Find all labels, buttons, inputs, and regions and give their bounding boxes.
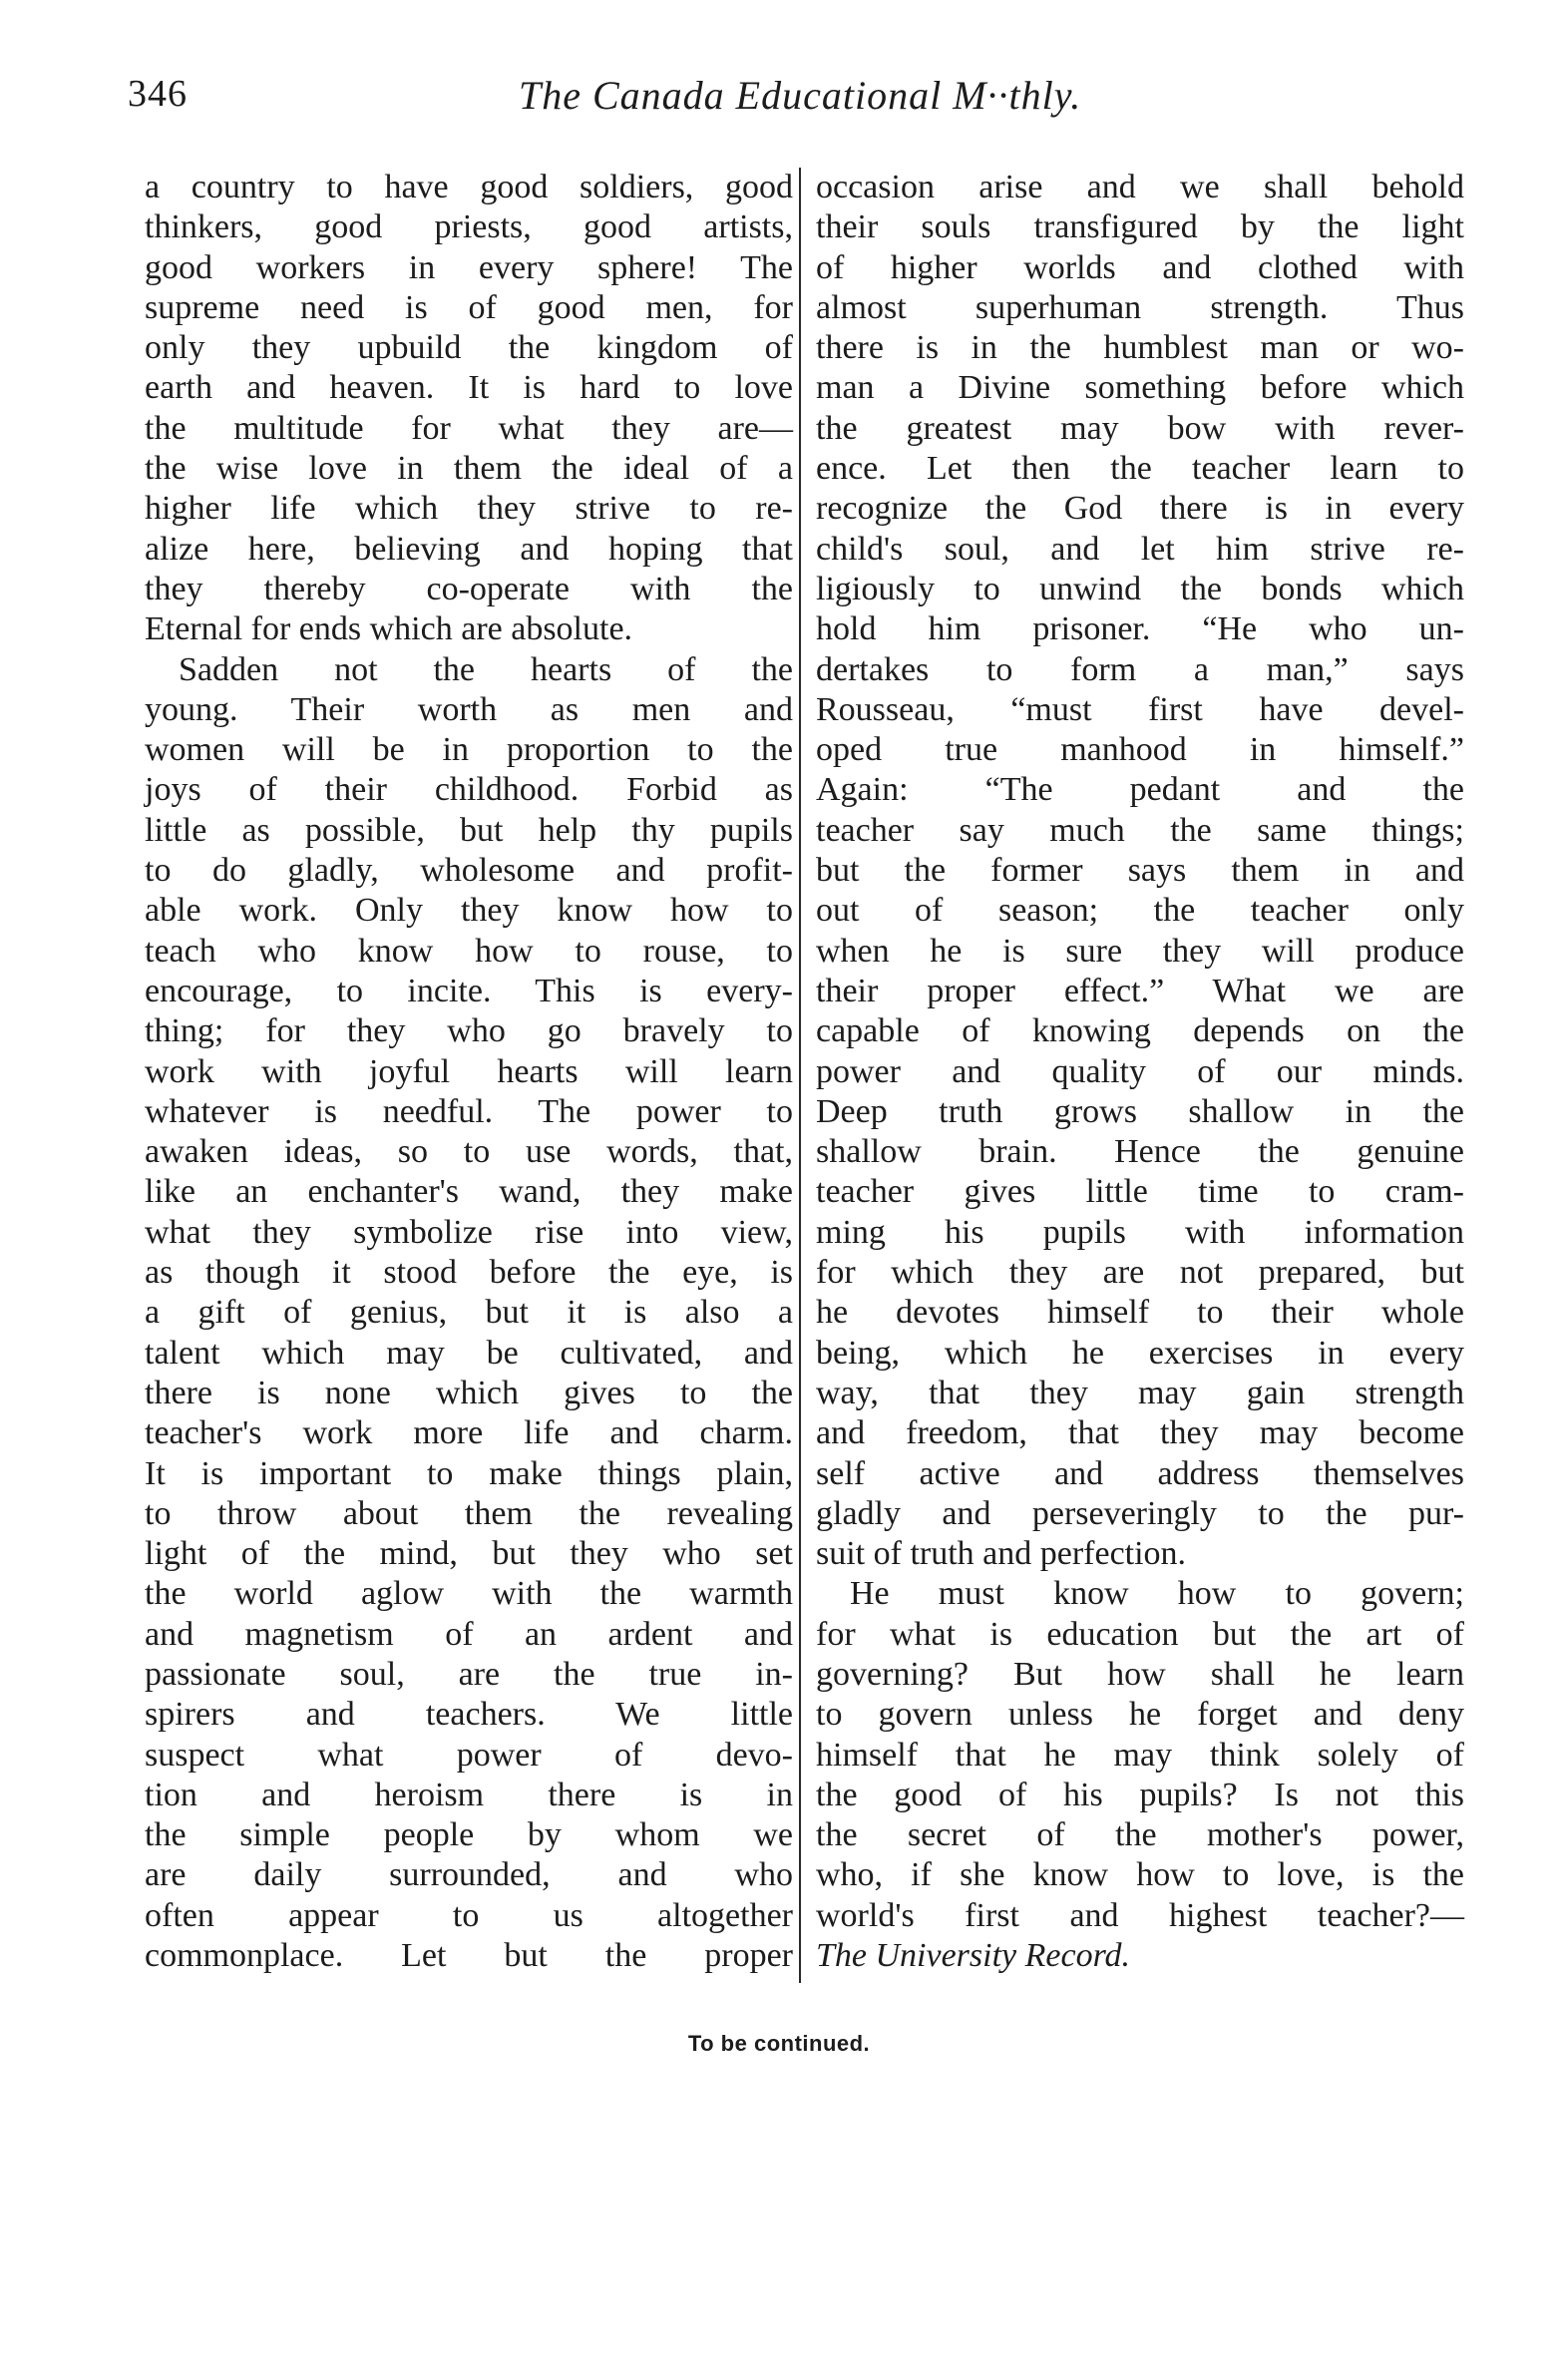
text-line: child's soul, and let him strive re- (816, 530, 1464, 568)
text-line: ligiously to unwind the bonds which (816, 570, 1464, 607)
text-line: being, which he exercises in every (816, 1334, 1464, 1372)
text-line: teach who know how to rouse, to (145, 932, 793, 970)
text-line: ence. Let then the teacher learn to (816, 450, 1464, 488)
text-line: tion and heroism there is in (145, 1776, 793, 1813)
text-line: able work. Only they know how to (145, 892, 793, 930)
text-line: of higher worlds and clothed with (816, 248, 1464, 286)
text-line: good workers in every sphere! The (145, 248, 793, 286)
text-line: capable of knowing depends on the (816, 1012, 1464, 1050)
text-line: what they symbolize rise into view, (145, 1213, 793, 1251)
text-line: the secret of the mother's power, (816, 1816, 1464, 1854)
text-line: to govern unless he forget and deny (816, 1696, 1464, 1734)
text-line: women will be in proportion to the (145, 731, 793, 769)
text-line: spirers and teachers. We little (145, 1696, 793, 1734)
text-line: light of the mind, but they who set (145, 1535, 793, 1573)
text-line: out of season; the teacher only (816, 892, 1464, 930)
text-line: and magnetism of an ardent and (145, 1615, 793, 1653)
text-line: Deep truth grows shallow in the (816, 1092, 1464, 1130)
text-line: governing? But how shall he learn (816, 1655, 1464, 1693)
text-line: the multitude for what they are— (145, 409, 793, 447)
text-line: suit of truth and perfection. (816, 1535, 1187, 1573)
text-line: to do gladly, wholesome and profit- (145, 852, 793, 890)
left-column (145, 168, 793, 1976)
text-line: passionate soul, are the true in- (145, 1655, 793, 1693)
text-line: ming his pupils with information (816, 1213, 1464, 1251)
text-line: thing; for they who go bravely to (145, 1012, 793, 1050)
text-line: thinkers, good priests, good artists, (145, 208, 793, 246)
text-line: gladly and perseveringly to the pur- (816, 1494, 1464, 1532)
text-line: but the former says them in and (816, 852, 1464, 890)
text-line: encourage, to incite. This is every- (145, 972, 793, 1009)
text-line: who, if she know how to love, is the (816, 1856, 1464, 1894)
text-line: when he is sure they will produce (816, 932, 1464, 970)
text-line: often appear to us altogether (145, 1896, 793, 1934)
text-line: the good of his pupils? Is not this (816, 1776, 1464, 1813)
column-divider (799, 168, 801, 1983)
text-line: The University Record. (816, 1937, 1131, 1975)
right-column (816, 168, 1464, 1976)
text-line: work with joyful hearts will learn (145, 1052, 793, 1090)
text-line: awaken ideas, so to use words, that, (145, 1133, 793, 1171)
text-line: are daily surrounded, and who (145, 1856, 793, 1894)
text-line: recognize the God there is in every (816, 490, 1464, 528)
text-line: a gift of genius, but it is also a (145, 1294, 793, 1332)
text-line: the simple people by whom we (145, 1816, 793, 1854)
text-line: little as possible, but help thy pupils (145, 811, 793, 849)
continued-note: To be continued. (687, 2031, 871, 2056)
text-line: the wise love in them the ideal of a (145, 450, 793, 488)
text-line: there is none which gives to the (145, 1374, 793, 1411)
text-line: a country to have good soldiers, good (145, 169, 793, 205)
page-number: 346 (128, 73, 188, 115)
text-line: and freedom, that they may become (816, 1414, 1464, 1452)
text-line: Eternal for ends which are absolute. (145, 610, 633, 648)
text-line: hold him prisoner. “He who un- (816, 610, 1464, 648)
text-line: talent which may be cultivated, and (145, 1334, 793, 1372)
text-line: self active and address themselves (816, 1454, 1464, 1492)
text-line: whatever is needful. The power to (145, 1092, 793, 1130)
text-line: occasion arise and we shall behold (816, 169, 1464, 205)
text-line: oped true manhood in himself.” (816, 731, 1464, 769)
text-line: It is important to make things plain, (145, 1454, 793, 1492)
text-line: like an enchanter's wand, they make (145, 1173, 793, 1211)
text-line: power and quality of our minds. (816, 1052, 1464, 1090)
text-line: Again: “The pedant and the (816, 771, 1464, 809)
text-line: they thereby co-operate with the (145, 570, 793, 607)
text-line: himself that he may think solely of (816, 1736, 1464, 1774)
text-line: the world aglow with the warmth (145, 1575, 793, 1613)
text-line: teacher gives little time to cram- (816, 1173, 1464, 1211)
text-line: their proper effect.” What we are (816, 972, 1464, 1009)
text-line: supreme need is of good men, for (145, 288, 793, 326)
text-line: joys of their childhood. Forbid as (145, 771, 793, 809)
text-line: teacher's work more life and charm. (145, 1414, 793, 1452)
text-line: Sadden not the hearts of the (179, 650, 793, 688)
text-line: way, that they may gain strength (816, 1374, 1464, 1411)
text-line: Rousseau, “must first have devel- (816, 690, 1464, 728)
text-line: there is in the humblest man or wo- (816, 329, 1464, 367)
text-line: He must know how to govern; (850, 1575, 1464, 1613)
text-line: young. Their worth as men and (145, 690, 793, 728)
text-line: almost superhuman strength. Thus (816, 288, 1464, 326)
text-line: suspect what power of devo- (145, 1736, 793, 1774)
text-line: alize here, believing and hoping that (145, 530, 793, 568)
text-line: world's first and highest teacher?— (816, 1896, 1464, 1934)
text-line: as though it stood before the eye, is (145, 1254, 793, 1292)
text-line: only they upbuild the kingdom of (145, 329, 793, 367)
text-line: teacher say much the same things; (816, 811, 1464, 849)
text-line: for which they are not prepared, but (816, 1254, 1464, 1292)
text-line: the greatest may bow with rever- (816, 409, 1464, 447)
text-line: commonplace. Let but the proper (145, 1937, 793, 1975)
text-line: higher life which they strive to re- (145, 490, 793, 528)
text-line: dertakes to form a man,” says (816, 650, 1464, 688)
text-line: earth and heaven. It is hard to love (145, 369, 793, 407)
text-line: for what is education but the art of (816, 1615, 1464, 1653)
text-line: to throw about them the revealing (145, 1494, 793, 1532)
text-line: shallow brain. Hence the genuine (816, 1133, 1464, 1171)
running-head-title: The Canada Educational M··thly. (519, 73, 1082, 118)
text-line: man a Divine something before which (816, 369, 1464, 407)
text-line: he devotes himself to their whole (816, 1294, 1464, 1332)
text-line: their souls transfigured by the light (816, 208, 1464, 246)
